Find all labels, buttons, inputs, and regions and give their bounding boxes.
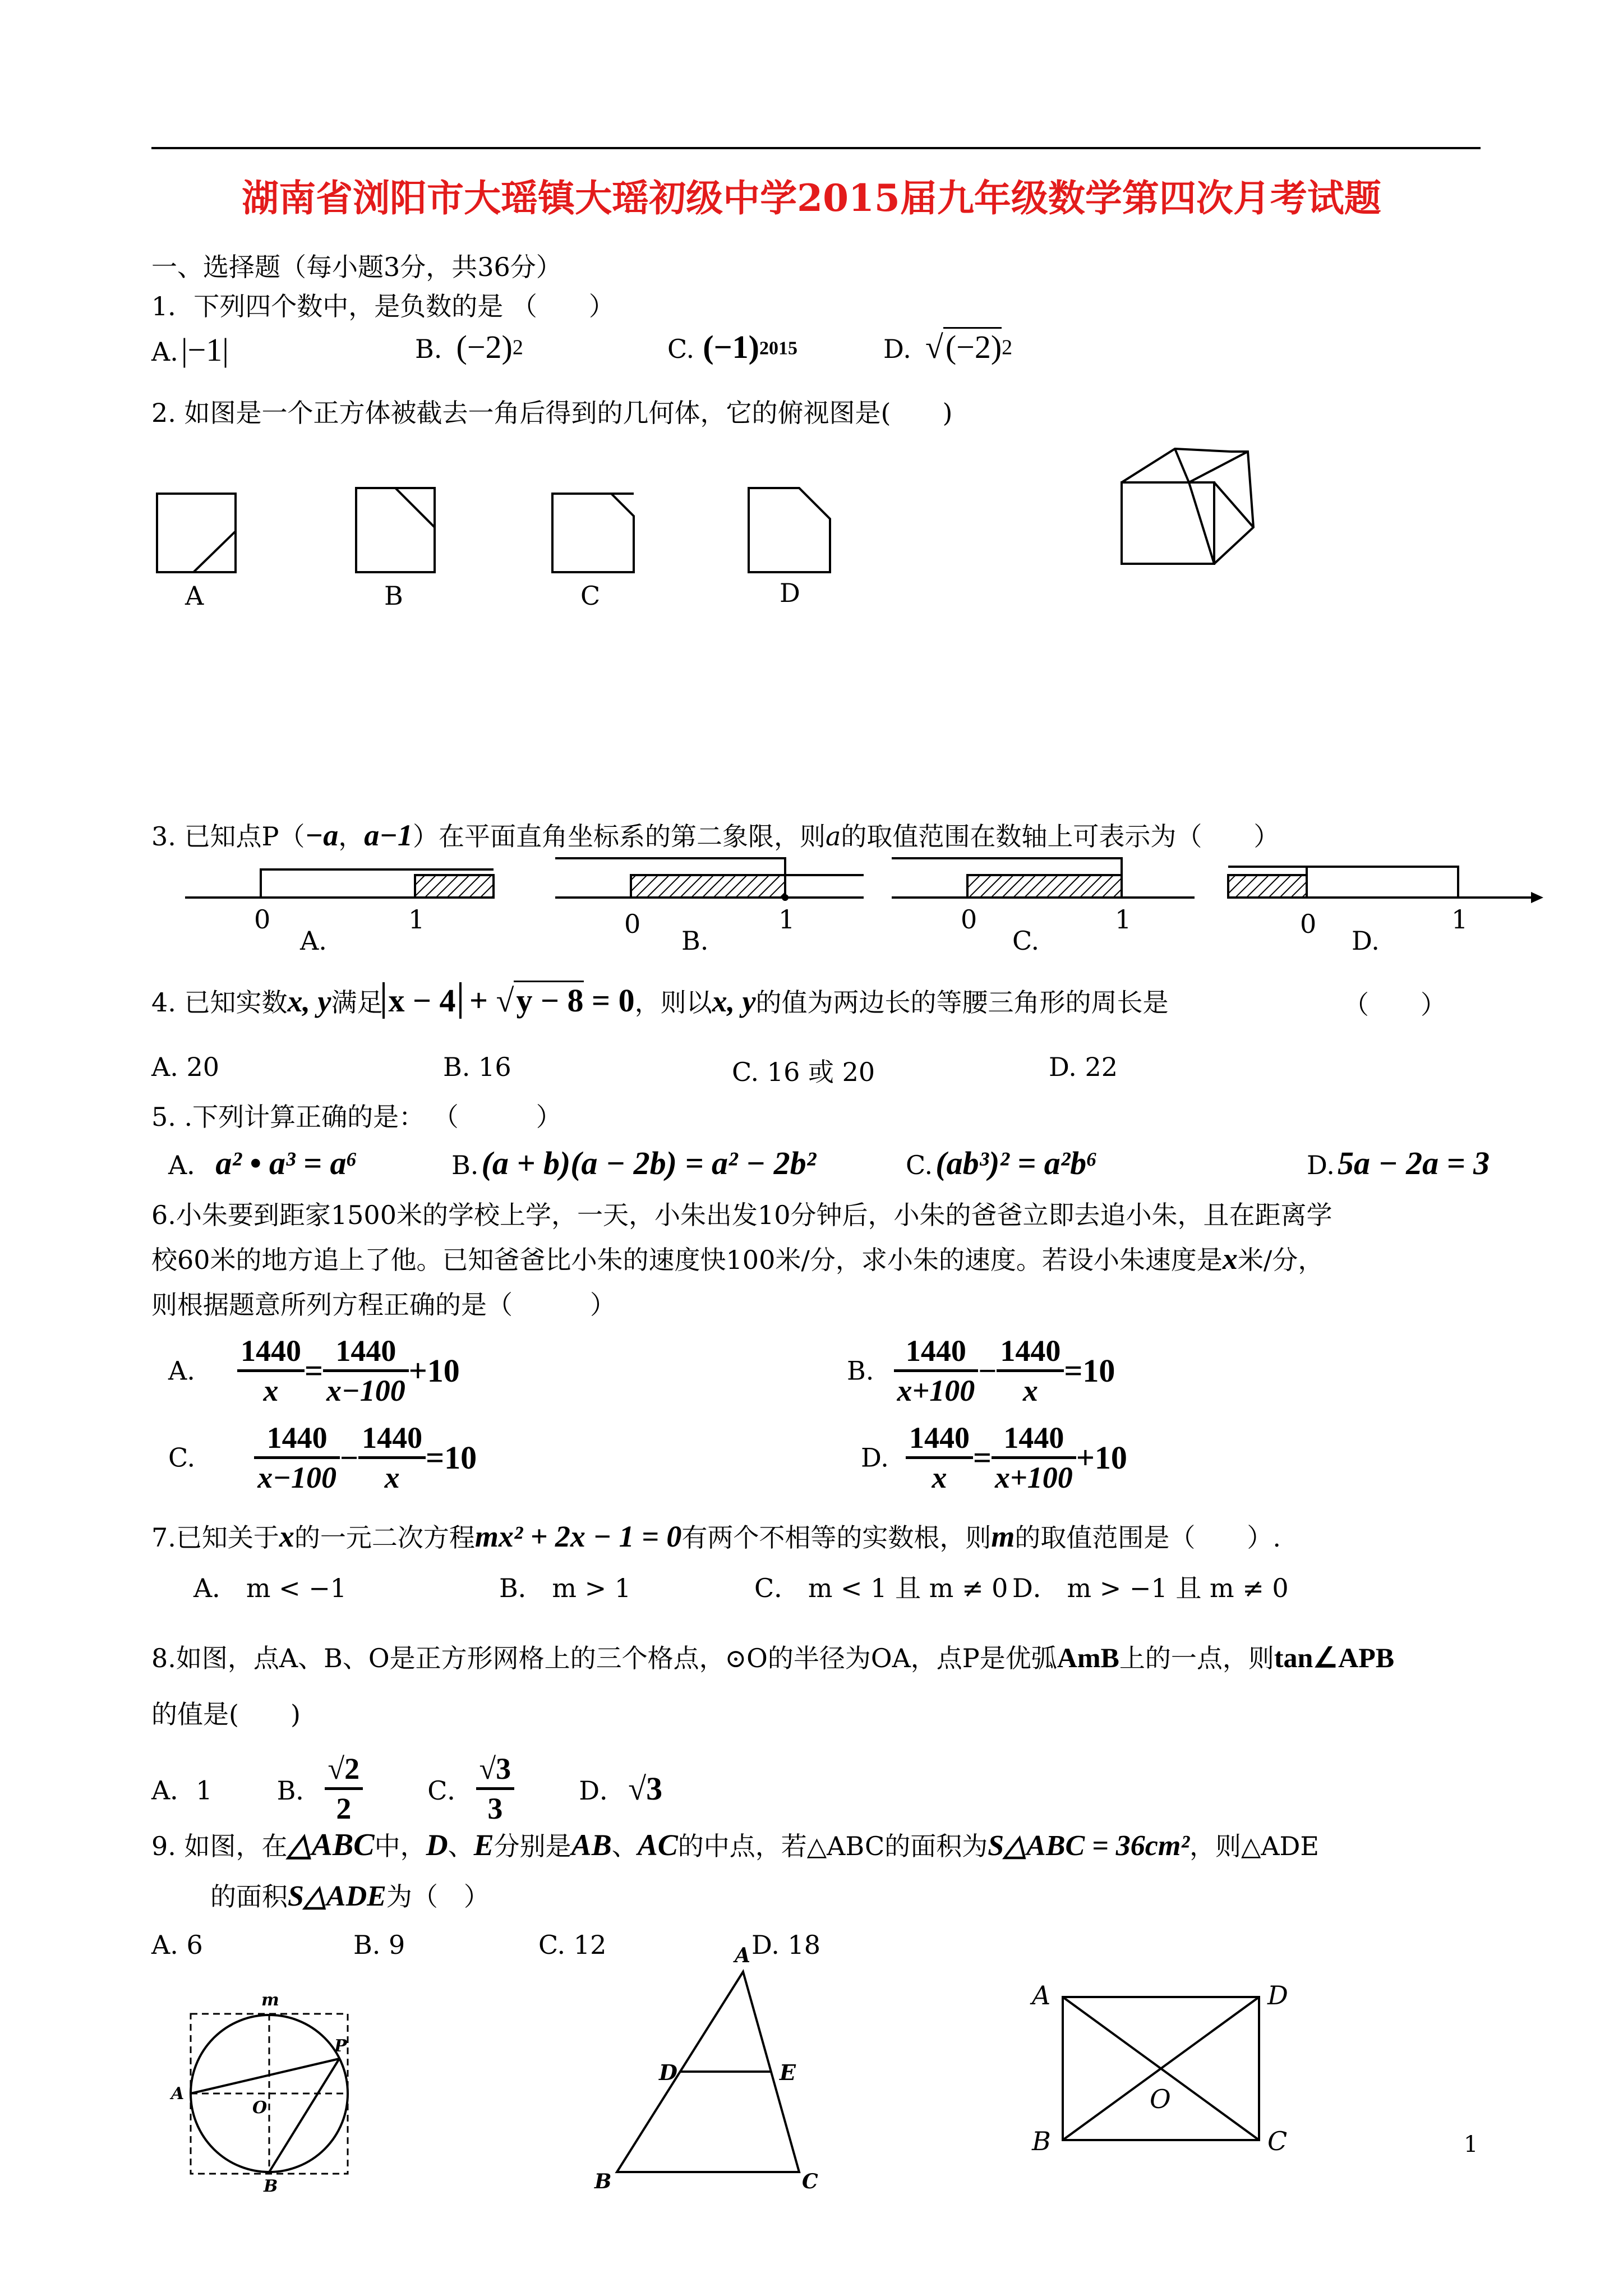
q3-d-0: 0 [1300, 909, 1317, 939]
triangle-label-b: B [594, 2170, 612, 2193]
q8-arc: AmB [1057, 1642, 1119, 1673]
q6-c-num2: 1440 [358, 1419, 426, 1459]
q6-c-den2: x [384, 1461, 400, 1494]
q9-E: E [473, 1828, 494, 1862]
q3-stem-a: 3. 已知点P（ [151, 821, 305, 852]
q9-tri: △ABC [287, 1828, 375, 1862]
q6-c-label: C. [168, 1442, 196, 1473]
q4-stem-c: ，则以 [634, 987, 712, 1018]
q8-d-value: √3 [628, 1770, 663, 1807]
q2-label-a: A [185, 581, 204, 611]
q7-stem-b: 的一元二次方程 [294, 1522, 475, 1553]
q8-b-label: B． [276, 1775, 322, 1806]
q9-line1-a: 9. 如图，在 [151, 1831, 288, 1861]
q5-c-expr: (ab³)² = a²b⁶ [935, 1145, 1098, 1181]
circle-label-p: P [334, 2036, 347, 2056]
q6-d-eq: = [972, 1439, 992, 1476]
q7-x: x [279, 1520, 294, 1553]
q8-b-den: 2 [336, 1792, 352, 1825]
q6-line1: 6.小朱要到距家1500米的学校上学，一天，小朱出发10分钟后，小朱的爸爸立即去追小朱，且在距离学 [151, 1200, 1332, 1230]
q7-stem-a: 7.已知关于 [151, 1522, 279, 1553]
q4-abs: x − 4 [382, 982, 461, 1019]
q4-stem: 4. 已知实数x, y满足 x − 4 + √y − 8 = 0，则以x, y的值为两边长的等腰三角形的周长是 [151, 982, 1169, 1019]
q6-a-num2: 1440 [323, 1332, 409, 1372]
q5-b-label: B. [451, 1150, 479, 1180]
triangle-label-d: D [659, 2060, 677, 2085]
q2-stem: 2. 如图是一个正方体被截去一角后得到的几何体，它的俯视图是( ) [151, 398, 953, 428]
q8-line2: 的值是( ) [151, 1699, 301, 1729]
q7-m: m [991, 1520, 1015, 1553]
q6-c-minus: − [340, 1439, 359, 1476]
q1-d-exp: 2 [1002, 335, 1013, 360]
q9-sep2: 、 [611, 1831, 638, 1861]
q3-coord2: a−1 [364, 818, 413, 852]
circle-fig-ap [191, 2059, 339, 2093]
q5-d-label: D. [1307, 1150, 1335, 1180]
q9-line2-b: 为（ ） [386, 1881, 490, 1912]
exam-title: 湖南省浏阳市大瑶镇大瑶初级中学2015届九年级数学第四次月考试题 [242, 176, 1381, 220]
q4-vars: x, y [287, 984, 331, 1018]
q1-a-label: A. [151, 337, 178, 367]
q4-stem-b: 满足 [331, 987, 383, 1018]
q2-label-b: B [384, 581, 403, 611]
q1-b-exp: 2 [512, 335, 523, 360]
q6-c-tail: =10 [426, 1439, 477, 1476]
q7-eq: mx² + 2x − 1 = 0 [474, 1520, 682, 1553]
triangle-label-c: C [802, 2170, 818, 2193]
q3-b-1: 1 [778, 904, 795, 935]
q6-d-tail: +10 [1076, 1439, 1127, 1476]
q7-option-d: D． m > −1 且 m ≠ 0 [1012, 1573, 1289, 1603]
q1-c-exp: 2015 [759, 338, 797, 359]
q1-c-label: C. [667, 334, 695, 364]
circle-label-b: B [264, 2177, 278, 2196]
q8-c-label: C． [427, 1775, 473, 1806]
q9-option-b: B. 9 [353, 1930, 405, 1960]
q3-coord1: −a [305, 818, 339, 852]
q9-option-a: A. 6 [151, 1930, 203, 1960]
triangle-label-e: E [780, 2060, 796, 2085]
q6-a-label: A. [168, 1355, 195, 1386]
q3-label-b: B. [681, 926, 709, 956]
q4-option-c: C. 16 或 20 [732, 1057, 875, 1087]
q4-option-b: B. 16 [443, 1052, 511, 1082]
q3-a-1: 1 [408, 904, 425, 935]
q6-d-den1: x [932, 1461, 947, 1494]
q3-a-0: 0 [254, 904, 271, 935]
q4-paren: （ ） [1343, 990, 1446, 1020]
q6-b-minus: − [978, 1352, 997, 1389]
q4-vars2: x, y [712, 984, 756, 1018]
q5-stem: 5. .下列计算正确的是： （ ） [151, 1102, 562, 1132]
q6-b-tail: =10 [1064, 1352, 1115, 1389]
q3-d-1: 1 [1451, 904, 1468, 935]
q3-c-1: 1 [1115, 904, 1132, 935]
q6-b-label: B. [847, 1355, 874, 1386]
rect-label-o: O [1150, 2084, 1171, 2114]
q9-option-d: D. 18 [751, 1930, 821, 1960]
q4-stem-a: 4. 已知实数 [151, 987, 288, 1018]
q5-c-label: C. [906, 1150, 933, 1180]
q6-b-den2: x [1022, 1374, 1038, 1407]
section-heading: 一、选择题（每小题3分，共36分） [151, 252, 562, 282]
q7-option-c: C． m < 1 且 m ≠ 0 [754, 1573, 1008, 1603]
q6-a-den2: x−100 [326, 1374, 405, 1407]
q4-option-a: A. 20 [151, 1052, 219, 1082]
q9-D: D [426, 1828, 448, 1862]
circle-label-m: m [261, 1990, 279, 2010]
q7-stem-d: 的取值范围是（ ）. [1015, 1522, 1281, 1553]
q3-stem-b: ）在平面直角坐标系的第二象限，则 [412, 821, 826, 852]
q4-root: y − 8 [514, 981, 583, 1019]
q6-line3: 则根据题意所列方程正确的是（ ） [151, 1290, 616, 1320]
q7-option-b: B． m > 1 [499, 1573, 631, 1603]
q9-AC: AC [637, 1828, 678, 1862]
circle-label-o: O [252, 2098, 268, 2118]
q1-b-expr: (−2) [456, 329, 513, 365]
q9-s-ade: S△ADE [288, 1880, 386, 1912]
q6-a-num1: 1440 [237, 1332, 305, 1372]
q4-plus: + [469, 982, 488, 1019]
q6-line2-b: 米/分， [1237, 1245, 1324, 1275]
q6-b-num1: 1440 [894, 1332, 979, 1372]
q6-a-den1: x [263, 1374, 279, 1407]
rect-label-c: C [1267, 2126, 1288, 2156]
q5-b-expr: (a + b)(a − 2b) = a² − 2b² [481, 1145, 816, 1181]
q9-line1-c: 分别是 [494, 1831, 571, 1861]
q6-d-label: D. [861, 1442, 889, 1473]
q8-option-a: A．1 [151, 1775, 213, 1806]
q9-sep1: 、 [448, 1831, 474, 1861]
q5-a-label: A． [168, 1150, 213, 1180]
q6-d-num2: 1440 [992, 1419, 1076, 1459]
q6-b-den1: x+100 [897, 1374, 975, 1407]
q1-stem: 1．下列四个数中，是负数的是 （ ） [151, 291, 615, 321]
q6-d-den2: x+100 [995, 1461, 1073, 1494]
q6-a-eq: = [304, 1352, 323, 1389]
q6-var: x [1222, 1242, 1238, 1276]
q6-c-den1: x−100 [257, 1461, 337, 1494]
rect-label-a: A [1032, 1980, 1051, 2010]
q3-label-a: A. [300, 926, 327, 956]
q9-AB: AB [571, 1828, 612, 1862]
q3-var: a [825, 821, 841, 852]
q9-line1-d: 的中点，若△ABC的面积为 [677, 1831, 988, 1861]
q4-option-d: D. 22 [1049, 1052, 1118, 1082]
q3-b-0: 0 [624, 909, 641, 939]
q6-c-num1: 1440 [254, 1419, 340, 1459]
q3-sep: ， [338, 821, 365, 852]
rect-label-d: D [1267, 1980, 1288, 2010]
q6-line2-a: 校60米的地方追上了他。已知爸爸比小朱的速度快100米/分，求小朱的速度。若设小朱速度是 [151, 1245, 1223, 1275]
q1-d-label: D. [883, 334, 911, 364]
q7-stem-c: 有两个不相等的实数根，则 [681, 1522, 992, 1553]
q9-line2-a: 的面积 [210, 1881, 288, 1912]
q2-label-d: D [780, 578, 800, 608]
q8-c-den: 3 [487, 1792, 503, 1825]
circle-fig-bp [269, 2059, 339, 2172]
q3-label-d: D. [1352, 926, 1380, 956]
circle-label-a: A [171, 2084, 185, 2104]
q1-a-expr: |−1| [181, 332, 229, 368]
q1-d-expr: (−2) [943, 327, 1002, 365]
page-number: 1 [1464, 2132, 1478, 2157]
q9-area: S△ABC = 36cm² [988, 1830, 1189, 1862]
q6-b-num2: 1440 [997, 1332, 1064, 1372]
q5-a-expr: a² • a³ = a⁶ [215, 1145, 358, 1181]
q9-option-c: C. 12 [538, 1930, 607, 1960]
q3-stem-c: 的取值范围在数轴上可表示为（ ） [841, 821, 1280, 852]
rect-label-b: B [1032, 2126, 1051, 2156]
q3-c-0: 0 [961, 904, 978, 935]
q1-c-expr: (−1) [703, 329, 759, 365]
triangle-label-a: A [735, 1944, 750, 1967]
q8-b-num: √2 [325, 1750, 363, 1790]
q8-d-label: D． [579, 1775, 626, 1806]
q8-line1-a: 8.如图，点A、B、O是正方形网格上的三个格点，⊙O的半径为OA，点P是优弧 [151, 1643, 1057, 1673]
q9-line1-b: 中， [374, 1831, 426, 1861]
q3-label-c: C. [1012, 926, 1040, 956]
q4-stem-d: 的值为两边长的等腰三角形的周长是 [755, 987, 1169, 1018]
q4-eq-end: = 0 [592, 982, 635, 1019]
q7-option-a: A． m < −1 [193, 1573, 347, 1603]
q8-c-num: √3 [476, 1750, 515, 1790]
q8-line1-b: 上的一点，则 [1119, 1643, 1274, 1673]
q9-line1-e: ，则△ADE [1189, 1831, 1319, 1861]
q2-label-c: C [580, 581, 601, 611]
q5-d-expr: 5a − 2a = 3 [1337, 1145, 1490, 1181]
q1-b-label: B. [415, 334, 442, 364]
q8-tan: tan∠APB [1274, 1642, 1395, 1673]
q6-d-num1: 1440 [906, 1419, 973, 1459]
q1-d: D. $√(-2)^2$ [883, 328, 1012, 366]
q6-a-tail: +10 [408, 1352, 460, 1389]
